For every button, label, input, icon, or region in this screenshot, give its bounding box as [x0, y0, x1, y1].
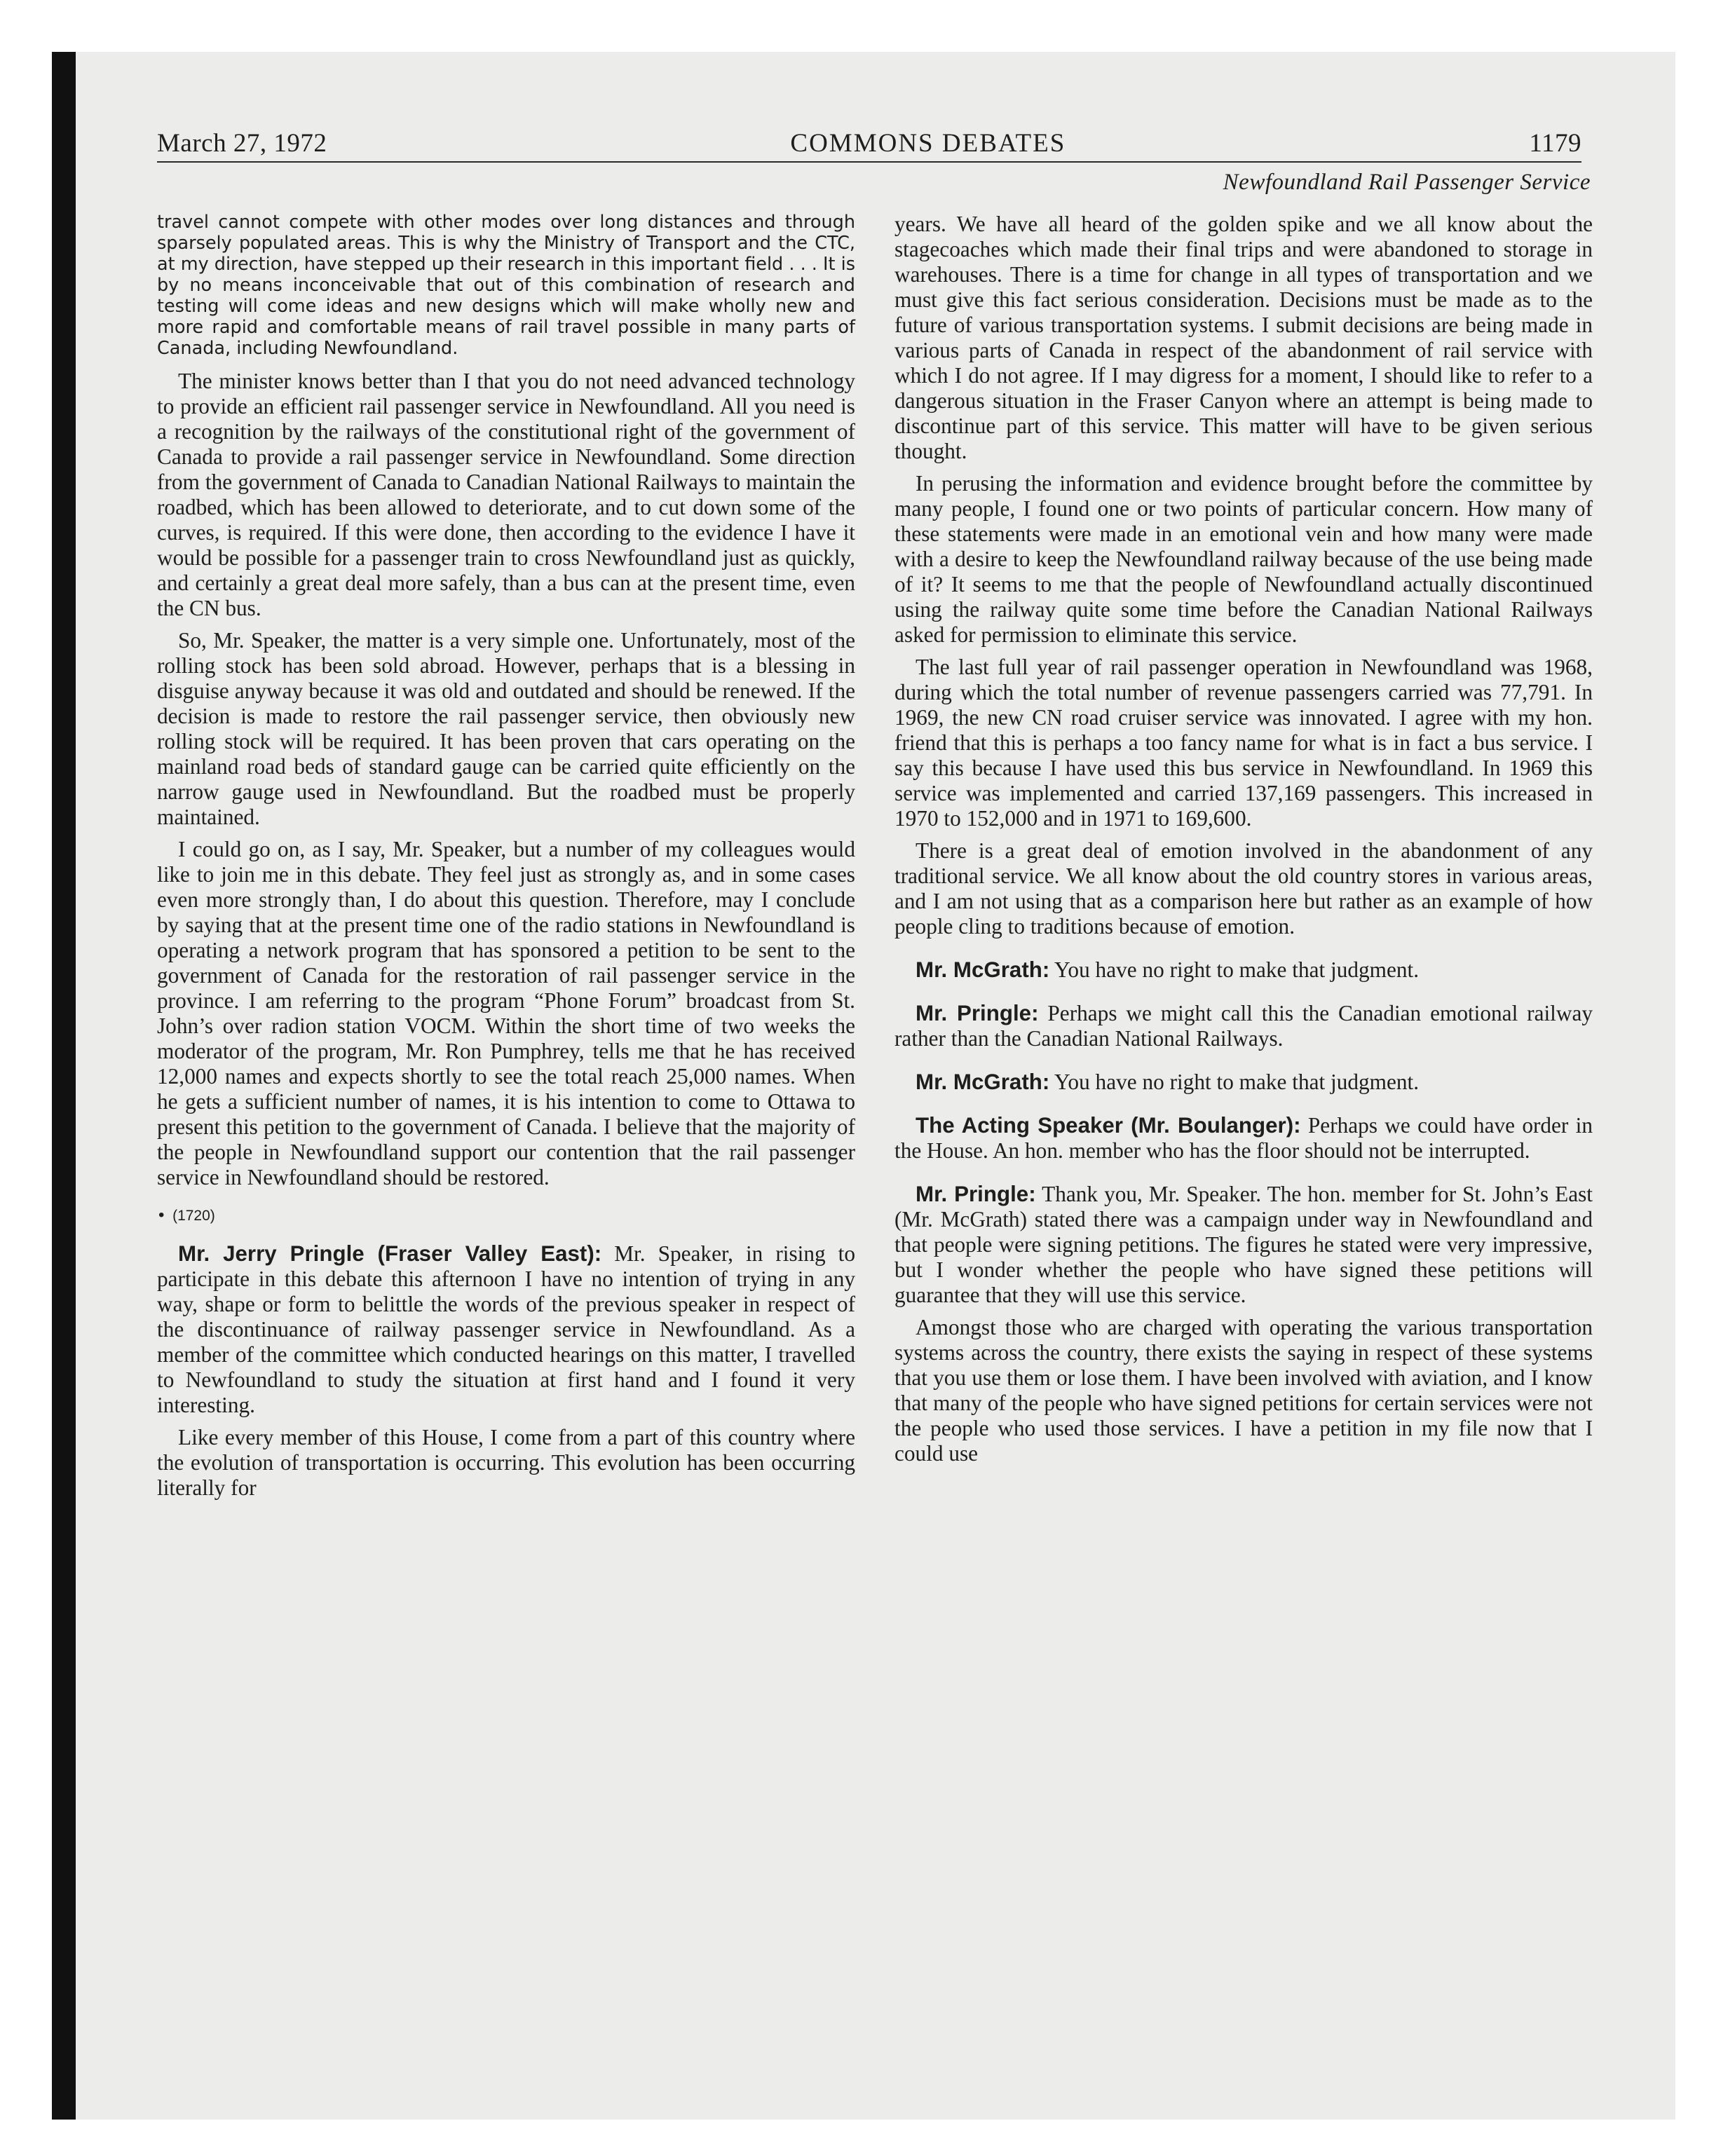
speech-text: Perhaps we might call this the Canadian emotional railway rather than the Canadian National Railways.	[894, 1001, 1593, 1051]
speaker-name: Mr. McGrath:	[916, 1070, 1050, 1094]
speech-paragraph	[894, 1070, 1593, 1095]
bullet-icon: •	[158, 1206, 165, 1224]
speech-paragraph	[157, 1241, 855, 1418]
speaker-name: Mr. Jerry Pringle (Fraser Valley East):	[178, 1241, 602, 1266]
paragraph: In perusing the information and evidence brought before the committee by many people, I found one or two points of particular concern. How many of these statements were made in an emotional vein and how many were made with a desire to keep the Newfoundland railway because of the use being made of it? It seems to me that the people of Newfoundland actually discontinued using the railway quite some time before the Canadian National Railways asked for permission to eliminate this service.	[894, 471, 1593, 647]
paragraph: Like every member of this House, I come from a part of this country where the evolution of transportation is occurring. This evolution has been occurring literally for	[157, 1425, 855, 1500]
paragraph: years. We have all heard of the golden spike and we all know about the stagecoaches which made their final trips and were abandoned to storage in warehouses. There is a time for change in all types of transportation and we must give this fact serious consideration. Decisions must be made as to the future of various transportation systems. I submit decisions are being made in various parts of Canada in respect of the abandonment of rail service with which I do not agree. If I may digress for a moment, I should like to refer to a dangerous situation in the Fraser Canyon where an attempt is being made to discontinue part of this service. This matter will have to be given serious thought.	[894, 212, 1593, 463]
speech-paragraph	[894, 1113, 1593, 1164]
right-column	[894, 212, 1593, 1473]
running-head: Newfoundland Rail Passenger Service	[1223, 170, 1591, 195]
scan-edge-strip	[52, 52, 76, 2120]
paragraph: So, Mr. Speaker, the matter is a very simple one. Unfortunately, most of the rolling stock has been sold abroad. However, perhaps that is a blessing in disguise anyway because it was old and outdated and should be renewed. If the decision is made to restore the rail passenger service, then obviously new rolling stock will be required. It has been proven that cars operating on the mainland road beds of standard gauge can be carried quite efficiently on the narrow gauge used in Newfoundland. But the roadbed must be properly maintained.	[157, 628, 855, 829]
left-column	[157, 212, 855, 1508]
speech-text: You have no right to make that judgment.	[1054, 1070, 1420, 1094]
speech-text: Mr. Speaker, in rising to participate in this debate this afternoon I have no intention of trying in any way, shape or form to belittle the words of the previous speaker in respect of the discontinuance of railway passenger service in Newfoundland. As a member of the committee which conducted hearings on this matter, I travelled to Newfoundland to study the situation at first hand and I found it very interesting.	[157, 1241, 856, 1417]
speaker-name: Mr. Pringle:	[916, 1182, 1036, 1206]
time-marker	[158, 1203, 855, 1229]
speech-text: You have no right to make that judgment.	[1054, 957, 1420, 982]
speaker-name: The Acting Speaker (Mr. Boulanger):	[916, 1113, 1301, 1138]
paragraph: The minister knows better than I that you do not need advanced technology to provide an efficient rail passenger service in Newfoundland. All you need is a recognition by the railways of the constitutional right of the government of Canada to provide a rail passenger service in Newfoundland. Some direction from the government of Canada to Canadian National Railways to maintain the roadbed, which has been allowed to deteriorate, and to cut down some of the curves, is required. If this were done, then according to the evidence I have it would be possible for a passenger train to cross Newfoundland just as quickly, and certainly a great deal more safely, than a bus can at the present time, even the CN bus.	[157, 369, 855, 620]
quoted-passage: travel cannot compete with other modes over long distances and through sparsely populated areas. This is why the Ministry of Transport and the CTC, at my direction, have stepped up their research in this important field . . . It is by no means inconceivable that out of this combination of research and testing will come ideas and new designs which will make wholly new and more rapid and comfortable means of rail travel possible in many parts of Canada, including Newfoundland.	[157, 212, 855, 359]
header-page-number: 1179	[1529, 129, 1581, 158]
paragraph: The last full year of rail passenger operation in Newfoundland was 1968, during which the total number of revenue passengers carried was 77,791. In 1969, the new CN road cruiser service was innovated. I agree with my hon. friend that this is perhaps a too fancy name for what is in fact a bus service. I say this because I have used this bus service in Newfoundland. In 1969 this service was implemented and carried 137,169 passengers. This increased in 1970 to 152,000 and in 1971 to 169,600.	[894, 655, 1593, 831]
speech-text: Perhaps we could have order in the House. An hon. member who has the floor should not be interrupted.	[894, 1113, 1593, 1163]
paragraph: There is a great deal of emotion involved in the abandonment of any traditional service. We all know about the old country stores in various areas, and I am not using that as a comparison here but rather as an example of how people cling to traditions because of emotion.	[894, 838, 1593, 939]
speaker-name: Mr. McGrath:	[916, 957, 1050, 982]
header-date: March 27, 1972	[157, 129, 327, 158]
paragraph: I could go on, as I say, Mr. Speaker, but a number of my colleagues would like to join me in this debate. They feel just as strongly as, and in some cases even more strongly than, I do about this question. Therefore, may I conclude by saying that at the present time one of the radio stations in Newfoundland is operating a network program that has sponsored a petition to be sent to the government of Canada for the restoration of rail passenger service in the province. I am referring to the program “Phone Forum” broadcast from St. John’s over radion station VOCM. Within the short time of two weeks the moderator of the program, Mr. Ron Pumphrey, tells me that he has received 12,000 names and expects shortly to see the total reach 25,000 names. When he gets a sufficient number of names, it is his intention to come to Ottawa to present this petition to the government of Canada. I believe that the majority of the people in Newfoundland support our contention that the rail passenger service in Newfoundland should be restored.	[157, 837, 855, 1189]
paragraph: Amongst those who are charged with operating the various transportation systems across the country, there exists the saying in respect of these systems that you use them or lose them. I have been involved with aviation, and I know that many of the people who have signed petitions for certain services were not the people who used those services. I have a petition in my file now that I could use	[894, 1315, 1593, 1466]
time-marker-text: (1720)	[172, 1208, 215, 1224]
speech-paragraph	[894, 1182, 1593, 1308]
speech-paragraph	[894, 957, 1593, 983]
speech-paragraph	[894, 1001, 1593, 1051]
header-title: COMMONS DEBATES	[790, 129, 1066, 158]
speech-text: Thank you, Mr. Speaker. The hon. member for St. John’s East (Mr. McGrath) stated there was a campaign under way in Newfoundland and that people were signing petitions. The figures he stated were very impressive, but I wonder whether the people who have signed these petitions will guarantee that they will use this service.	[894, 1182, 1593, 1307]
speaker-name: Mr. Pringle:	[916, 1001, 1039, 1025]
page-header	[157, 125, 1581, 163]
